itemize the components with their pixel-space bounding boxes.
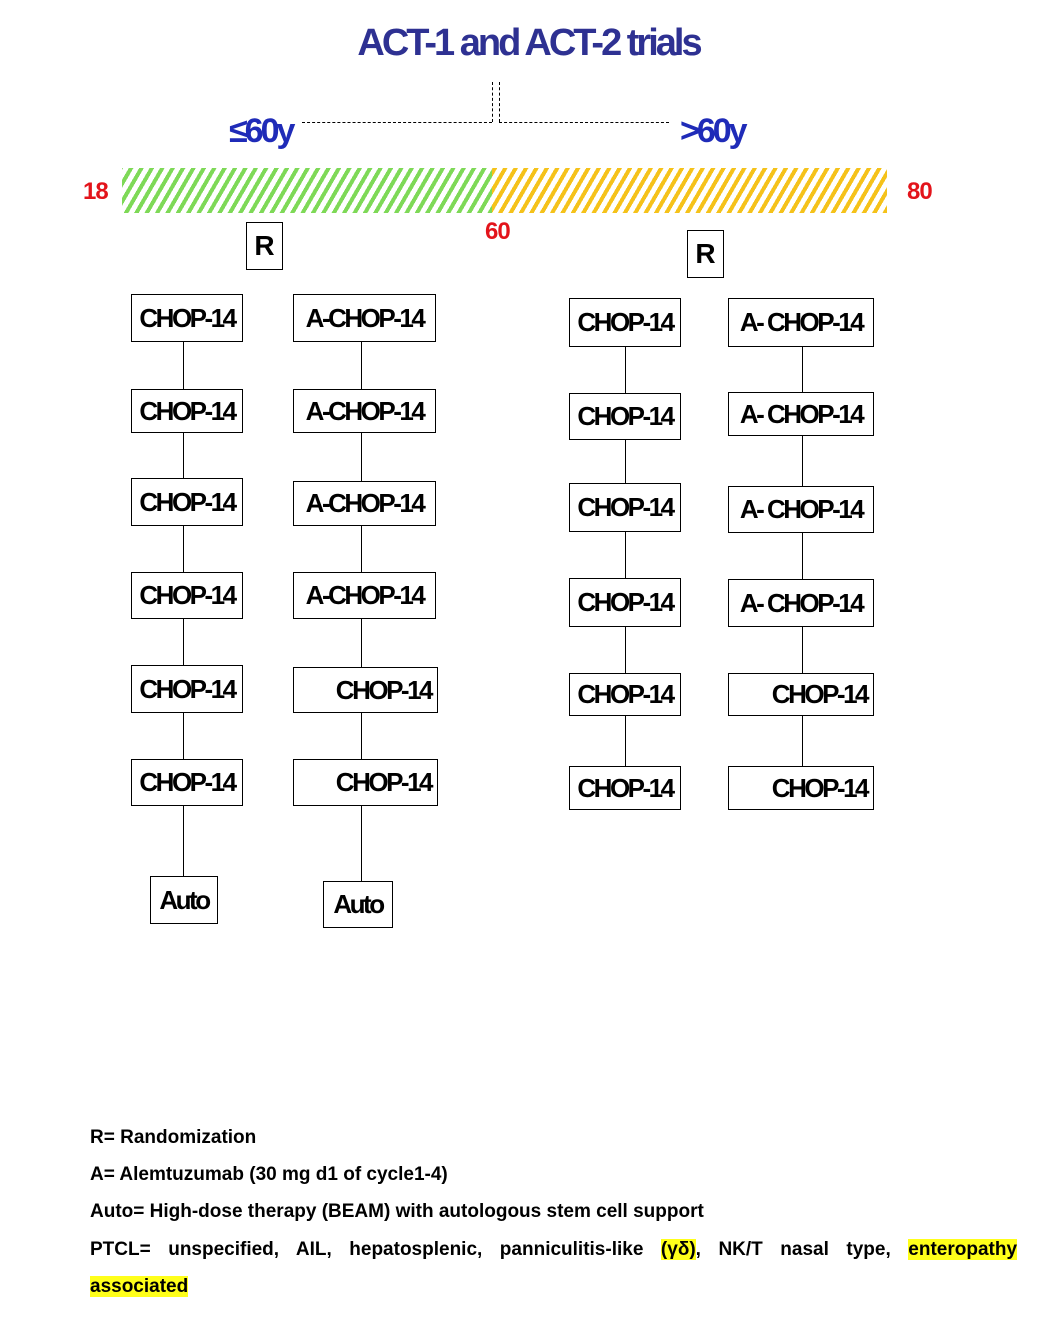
connector-line xyxy=(361,526,362,572)
old-group-label: >60y xyxy=(680,112,745,150)
connector-line xyxy=(625,347,626,393)
connector-line xyxy=(183,806,184,876)
connector-line xyxy=(361,342,362,390)
legend-ptcl-line2 xyxy=(90,1276,188,1298)
page-title: ACT-1 and ACT-2 trials xyxy=(357,22,700,64)
connector-line xyxy=(183,342,184,390)
old-arm-a-cycle-3: CHOP-14 xyxy=(569,483,681,532)
old-arm-b-cycle-3: A- CHOP-14 xyxy=(728,486,874,533)
young-arm-b-auto: Auto xyxy=(323,881,393,928)
legend-ptcl-highlight-2: associated xyxy=(90,1276,189,1297)
connector-line xyxy=(802,347,803,392)
young-arm-b-cycle-6: CHOP-14 xyxy=(293,759,438,806)
legend-auto: Auto= High-dose therapy (BEAM) with autologous stem cell support xyxy=(90,1201,704,1222)
connector-line xyxy=(361,433,362,481)
old-arm-a-cycle-5: CHOP-14 xyxy=(569,673,681,716)
young-arm-b-cycle-5: CHOP-14 xyxy=(293,667,438,713)
legend-ptcl-prefix: PTCL= unspecified, AIL, hepatosplenic, panniculitis-like xyxy=(90,1239,644,1260)
young-arm-a-cycle-1: CHOP-14 xyxy=(131,294,243,342)
age-mid-label: 60 xyxy=(485,218,510,245)
legend-randomization: R= Randomization xyxy=(90,1127,257,1148)
connector-line xyxy=(361,713,362,759)
age-bar-young xyxy=(122,168,492,213)
connector-line xyxy=(183,713,184,759)
legend-alemtuzumab: A= Alemtuzumab (30 mg d1 of cycle1-4) xyxy=(90,1164,448,1185)
connector-line xyxy=(802,716,803,766)
old-arm-a-cycle-1: CHOP-14 xyxy=(569,298,681,347)
old-arm-a-cycle-6: CHOP-14 xyxy=(569,766,681,810)
connector-line xyxy=(802,627,803,673)
young-arm-a-cycle-4: CHOP-14 xyxy=(131,572,243,619)
old-arm-b-cycle-5: CHOP-14 xyxy=(728,673,874,716)
age-bar-old xyxy=(492,168,887,213)
split-line-right xyxy=(499,122,669,123)
split-connector-right xyxy=(499,82,500,122)
connector-line xyxy=(802,436,803,486)
young-arm-a-cycle-5: CHOP-14 xyxy=(131,665,243,713)
connector-line xyxy=(183,619,184,665)
randomization-box-young: R xyxy=(246,222,283,270)
legend-ptcl-highlight-1: enteropathy xyxy=(908,1239,1018,1260)
age-max-label: 80 xyxy=(907,178,932,205)
split-line-left xyxy=(302,122,492,123)
connector-line xyxy=(183,433,184,478)
legend-ptcl-gamma-delta: (γδ) xyxy=(660,1239,696,1260)
connector-line xyxy=(361,619,362,667)
young-arm-b-cycle-4: A-CHOP-14 xyxy=(293,572,436,619)
age-min-label: 18 xyxy=(83,178,108,205)
legend-ptcl-mid: , NK/T nasal type, xyxy=(695,1239,891,1260)
randomization-box-old: R xyxy=(687,230,724,278)
connector-line xyxy=(361,806,362,881)
legend-ptcl xyxy=(90,1239,1017,1261)
old-arm-a-cycle-2: CHOP-14 xyxy=(569,393,681,440)
connector-line xyxy=(625,532,626,578)
connector-line xyxy=(625,716,626,766)
connector-line xyxy=(625,627,626,673)
young-arm-a-cycle-3: CHOP-14 xyxy=(131,478,243,526)
old-arm-b-cycle-2: A- CHOP-14 xyxy=(728,392,874,436)
young-group-label: ≤60y xyxy=(229,112,293,150)
split-connector-left xyxy=(492,82,493,122)
young-arm-a-cycle-2: CHOP-14 xyxy=(131,389,243,433)
young-arm-a-auto: Auto xyxy=(150,876,218,924)
connector-line xyxy=(183,526,184,572)
young-arm-a-cycle-6: CHOP-14 xyxy=(131,759,243,806)
young-arm-b-cycle-1: A-CHOP-14 xyxy=(293,294,436,342)
old-arm-b-cycle-6: CHOP-14 xyxy=(728,766,874,810)
connector-line xyxy=(802,533,803,579)
young-arm-b-cycle-2: A-CHOP-14 xyxy=(293,389,436,433)
old-arm-a-cycle-4: CHOP-14 xyxy=(569,578,681,627)
old-arm-b-cycle-4: A- CHOP-14 xyxy=(728,579,874,627)
connector-line xyxy=(625,440,626,483)
young-arm-b-cycle-3: A-CHOP-14 xyxy=(293,481,436,526)
old-arm-b-cycle-1: A- CHOP-14 xyxy=(728,298,874,347)
